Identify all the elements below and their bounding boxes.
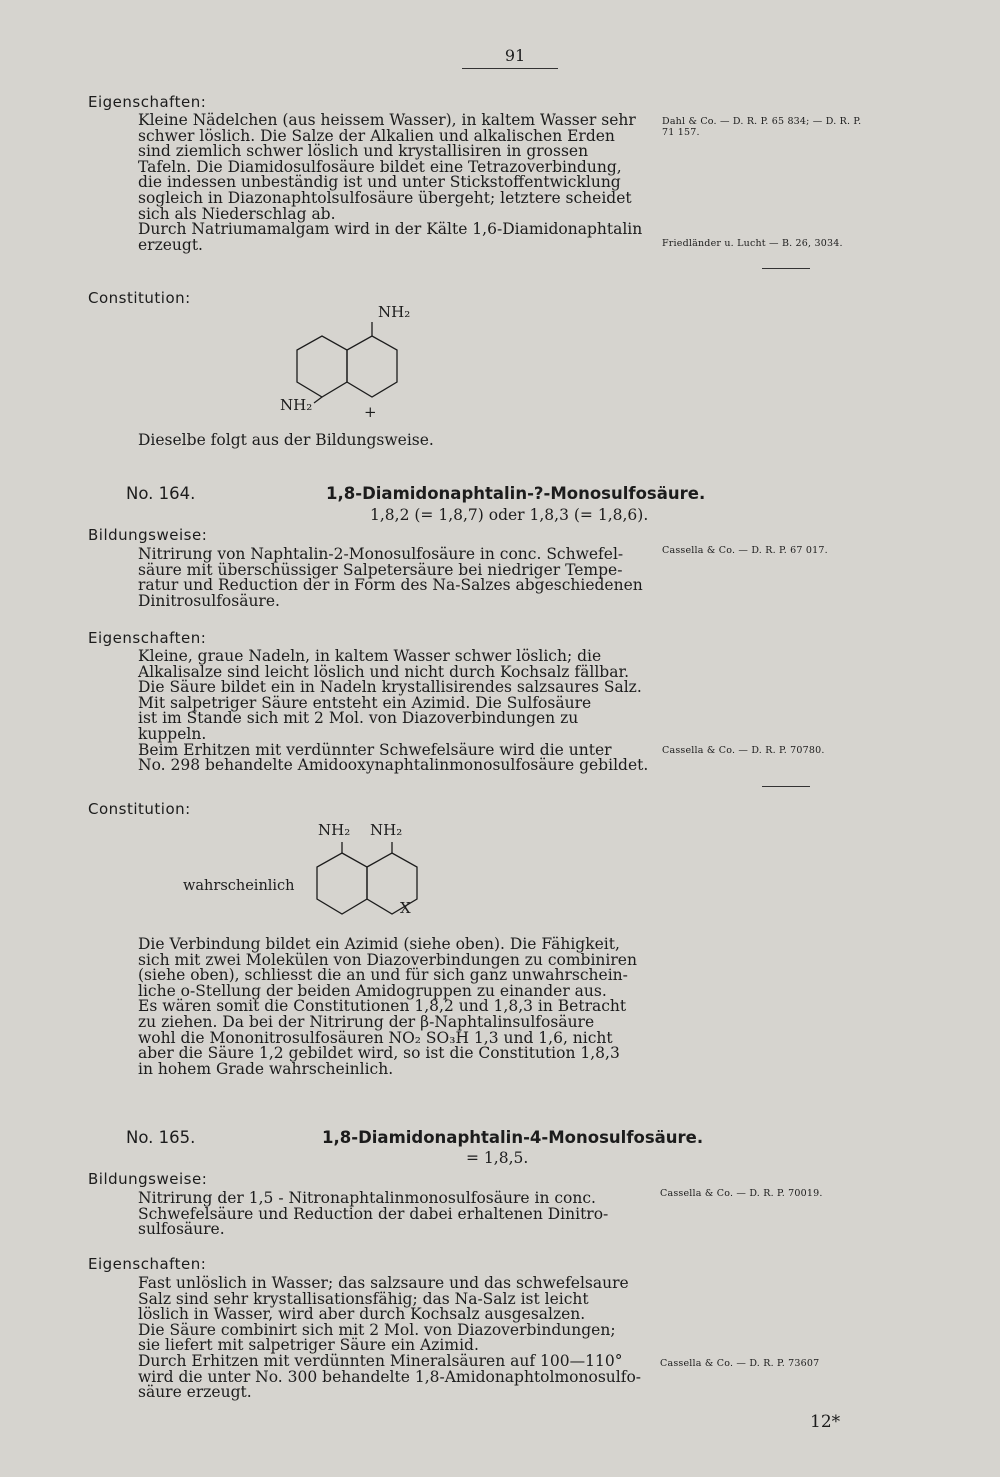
text-line: kuppeln. (138, 724, 207, 743)
substituent-cross: + (364, 403, 377, 421)
nh2-bond-left (314, 397, 322, 403)
text-line: wird die unter No. 300 behandelte 1,8-Amidonaphtolmonosulfo- (138, 1367, 642, 1386)
reference-line: 71 157. (662, 127, 700, 138)
text-line: Kleine, graue Nadeln, in kaltem Wasser schwer löslich; die (138, 647, 602, 665)
nh2-label-2: NH₂ (370, 821, 403, 839)
text-line: säure erzeugt. (138, 1383, 252, 1402)
naphthalene-formula-163 (270, 300, 440, 425)
eigenschaften-text-163 (138, 113, 642, 253)
text-line: Kleine Nädelchen (aus heissem Wasser), in kaltem Wasser sehr (138, 111, 636, 129)
text-line: sogleich in Diazonaphtolsulfosäure übergeht; letztere scheidet (138, 188, 632, 207)
reference-friedlaender: Friedländer u. Lucht — B. 26, 3034. (662, 238, 843, 249)
text-line: Die Säure combinirt sich mit 2 Mol. von Diazoverbindungen; (138, 1320, 616, 1339)
bildungsweise-text-165 (138, 1191, 608, 1238)
text-line: wohl die Mononitrosulfosäuren NO₂ SO₃H 1,3 und 1,6, nicht (138, 1028, 613, 1047)
nh2-left-label: NH₂ (280, 396, 313, 414)
text-line: sie liefert mit salpetriger Säure ein Azimid. (138, 1336, 479, 1355)
page-number-rule (462, 68, 558, 69)
text-line: Nitrirung von Naphtalin-2-Monosulfosäure in conc. Schwefel- (138, 545, 624, 563)
reference-cassella-73607: Cassella & Co. — D. R. P. 73607 (660, 1358, 820, 1369)
entry-number-165: No. 165. (126, 1128, 196, 1147)
text-line: schwer löslich. Die Salze der Alkalien und alkalischen Erden (138, 126, 615, 145)
ring-left (317, 853, 367, 914)
reference-cassella-67017: Cassella & Co. — D. R. P. 67 017. (662, 545, 828, 556)
nh2-label-1: NH₂ (318, 821, 351, 839)
text-line: Die Säure bildet ein in Nadeln krystallisirendes salzsaures Salz. (138, 678, 642, 697)
text-line: löslich in Wasser, wird aber durch Kochsalz ausgesalzen. (138, 1305, 586, 1324)
constitution-heading-163: Constitution: (88, 289, 191, 307)
bildungsweise-heading-164: Bildungsweise: (88, 526, 208, 544)
text-line: ratur und Reduction der in Form des Na-Salzes abgeschiedenen (138, 576, 643, 595)
text-line: sich mit zwei Molekülen von Diazoverbindungen zu combiniren (138, 950, 637, 969)
text-line: Dinitrosulfosäure. (138, 591, 280, 610)
reference-cassella-70780: Cassella & Co. — D. R. P. 70780. (662, 745, 825, 756)
entry-subtitle-164: 1,8,2 (= 1,8,7) oder 1,8,3 (= 1,8,6). (370, 506, 649, 524)
text-line: Beim Erhitzen mit verdünnter Schwefelsäure wird die unter (138, 740, 612, 759)
entry-title-164: 1,8-Diamidonaphtalin-?-Monosulfosäure. (326, 484, 706, 503)
reference-line: Dahl & Co. — D. R. P. 65 834; — D. R. P. (662, 116, 862, 127)
signature-mark: 12* (810, 1412, 841, 1432)
entry-subtitle-165: = 1,8,5. (466, 1149, 529, 1167)
text-line: Salz sind sehr krystallisationsfähig; das Na-Salz ist leicht (138, 1289, 589, 1308)
text-line: die indessen unbeständig ist und unter Stickstoffentwicklung (138, 173, 621, 192)
text-line: Durch Natriumamalgam wird in der Kälte 1,6-Diamidonaphtalin (138, 220, 643, 239)
text-line: (siehe oben), schliesst die an und für sich ganz unwahrschein- (138, 966, 628, 985)
eigenschaften-heading-165: Eigenschaften: (88, 1255, 207, 1273)
eigenschaften-heading-164: Eigenschaften: (88, 629, 207, 647)
constitution-note-163: Dieselbe folgt aus der Bildungsweise. (138, 431, 434, 449)
eigenschaften-text-165 (138, 1276, 641, 1401)
bildungsweise-heading-165: Bildungsweise: (88, 1170, 208, 1188)
text-line: zu ziehen. Da bei der Nitrirung der β-Naphtalinsulfosäure (138, 1012, 595, 1031)
text-line: Schwefelsäure und Reduction der dabei erhaltenen Dinitro- (138, 1204, 609, 1223)
reference-dahl (662, 116, 861, 138)
text-line: erzeugt. (138, 235, 203, 254)
eigenschaften-heading-163: Eigenschaften: (88, 93, 207, 111)
text-line: Fast unlöslich in Wasser; das salzsaure und das schwefelsaure (138, 1274, 629, 1292)
text-line: Es wären somit die Constitutionen 1,8,2 und 1,8,3 in Betracht (138, 997, 627, 1016)
text-line: aber die Säure 1,2 gebildet wird, so ist die Constitution 1,8,3 (138, 1044, 620, 1063)
page-number: 91 (504, 46, 526, 65)
entry-number-164: No. 164. (126, 484, 196, 503)
text-line: Nitrirung der 1,5 - Nitronaphtalinmonosulfosäure in conc. (138, 1189, 596, 1207)
text-line: Die Verbindung bildet ein Azimid (siehe oben). Die Fähigkeit, (138, 935, 620, 953)
text-line: in hohem Grade wahrscheinlich. (138, 1059, 394, 1078)
text-line: sulfosäure. (138, 1220, 225, 1239)
text-line: Alkalisalze sind leicht löslich und nicht durch Kochsalz fällbar. (138, 662, 630, 681)
text-line: Tafeln. Die Diamidosulfosäure bildet eine Tetrazoverbindung, (138, 157, 622, 176)
margin-rule (762, 268, 810, 269)
constitution-heading-164: Constitution: (88, 800, 191, 818)
bildungsweise-text-164 (138, 547, 643, 609)
text-line: säure mit überschüssiger Salpetersäure bei niedriger Tempe- (138, 560, 623, 579)
discussion-text-164 (138, 937, 637, 1077)
entry-title-165: 1,8-Diamidonaphtalin-4-Monosulfosäure. (322, 1128, 704, 1147)
probable-label: wahrscheinlich (183, 878, 295, 894)
reference-cassella-70019: Cassella & Co. — D. R. P. 70019. (660, 1188, 823, 1199)
margin-rule (762, 786, 810, 787)
text-line: sind ziemlich schwer löslich und krystallisiren in grossen (138, 142, 589, 161)
text-line: sich als Niederschlag ab. (138, 204, 336, 223)
naphthalene-formula-164 (300, 815, 430, 925)
eigenschaften-text-164 (138, 649, 648, 774)
ring-left (297, 336, 347, 397)
text-line: liche o-Stellung der beiden Amidogruppen zu einander aus. (138, 981, 607, 1000)
text-line: ist im Stande sich mit 2 Mol. von Diazoverbindungen zu (138, 709, 579, 728)
text-line: Durch Erhitzen mit verdünnten Mineralsäuren auf 100—110° (138, 1351, 623, 1370)
substituent-x: X (400, 899, 411, 917)
text-line: Mit salpetriger Säure entsteht ein Azimid. Die Sulfosäure (138, 693, 592, 712)
nh2-top-label: NH₂ (378, 303, 411, 321)
text-line: No. 298 behandelte Amidooxynaphtalinmonosulfosäure gebildet. (138, 756, 649, 775)
ring-right (347, 336, 397, 397)
